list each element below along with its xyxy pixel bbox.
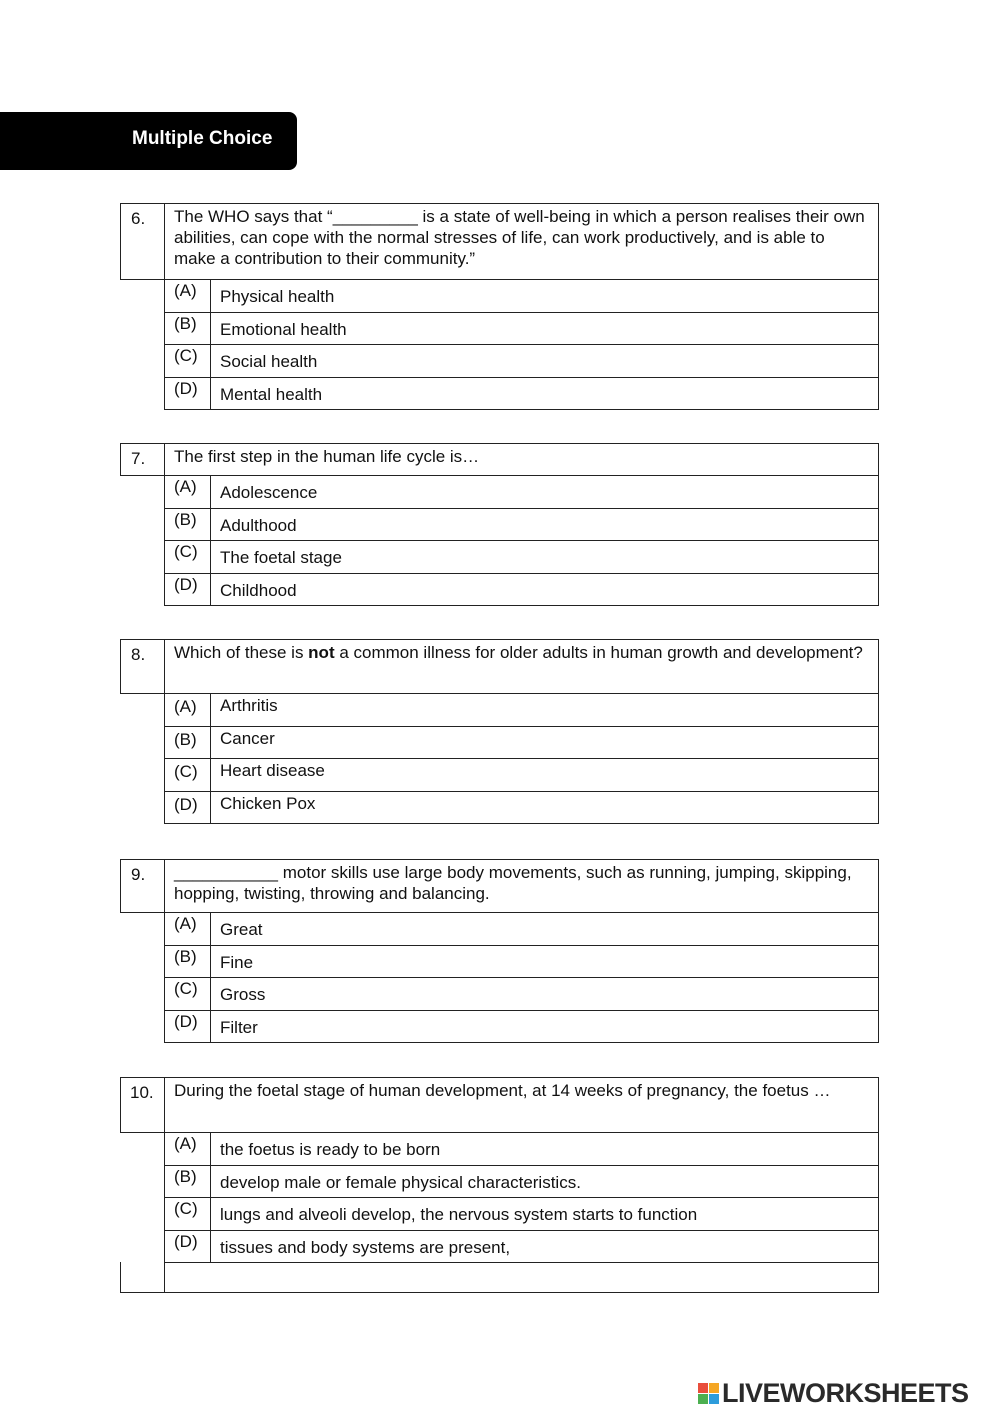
question-text: ___________ motor skills use large body movements, such as running, jumping, skipping, hopping, twisting, throwing and balancing. bbox=[164, 859, 879, 913]
option-b[interactable] bbox=[164, 727, 879, 760]
option-text: Adolescence bbox=[210, 476, 879, 509]
brand-name: LIVEWORKSHEETS bbox=[722, 1378, 969, 1408]
option-letter: (A) bbox=[164, 280, 210, 313]
option-letter: (B) bbox=[164, 509, 210, 542]
option-letter: (A) bbox=[164, 913, 210, 946]
question-6 bbox=[120, 203, 879, 410]
option-letter: (B) bbox=[164, 727, 210, 760]
logo-block bbox=[698, 1383, 708, 1393]
option-a[interactable] bbox=[164, 476, 879, 509]
option-d[interactable] bbox=[164, 574, 879, 607]
question-text-end: a common illness for older adults in human growth and development? bbox=[334, 643, 863, 662]
option-c[interactable] bbox=[164, 1198, 879, 1231]
option-text: tissues and body systems are present, bbox=[210, 1231, 879, 1264]
option-text: Gross bbox=[210, 978, 879, 1011]
option-text: Mental health bbox=[210, 378, 879, 411]
question-text: During the foetal stage of human development, at 14 weeks of pregnancy, the foetus … bbox=[164, 1077, 879, 1133]
question-8 bbox=[120, 639, 879, 824]
option-b[interactable] bbox=[164, 1166, 879, 1199]
option-c[interactable] bbox=[164, 759, 879, 792]
logo-blocks-icon bbox=[698, 1383, 720, 1405]
option-text: develop male or female physical characteristics. bbox=[210, 1166, 879, 1199]
option-a[interactable] bbox=[164, 1133, 879, 1166]
option-c[interactable] bbox=[164, 978, 879, 1011]
option-letter: (C) bbox=[164, 978, 210, 1011]
option-b[interactable] bbox=[164, 946, 879, 979]
option-text: Fine bbox=[210, 946, 879, 979]
option-letter: (A) bbox=[164, 1133, 210, 1166]
option-letter: (A) bbox=[164, 476, 210, 509]
option-a[interactable] bbox=[164, 280, 879, 313]
option-text: Physical health bbox=[210, 280, 879, 313]
question-number: 8. bbox=[120, 639, 164, 694]
liveworksheets-logo bbox=[698, 1378, 969, 1409]
option-d[interactable] bbox=[164, 1011, 879, 1044]
option-letter: (A) bbox=[164, 694, 210, 727]
option-text: Childhood bbox=[210, 574, 879, 607]
empty-table-row bbox=[120, 1262, 879, 1293]
question-number: 10. bbox=[120, 1077, 164, 1133]
option-text: lungs and alveoli develop, the nervous system starts to function bbox=[210, 1198, 879, 1231]
option-a[interactable] bbox=[164, 694, 879, 727]
question-10 bbox=[120, 1077, 879, 1263]
option-letter: (D) bbox=[164, 792, 210, 825]
option-text: Chicken Pox bbox=[210, 792, 879, 825]
option-letter: (C) bbox=[164, 541, 210, 574]
option-letter: (B) bbox=[164, 1166, 210, 1199]
option-text: Adulthood bbox=[210, 509, 879, 542]
question-text: The first step in the human life cycle is… bbox=[164, 443, 879, 476]
logo-block bbox=[709, 1394, 719, 1404]
question-emphasis: not bbox=[308, 643, 335, 662]
logo-block bbox=[698, 1394, 708, 1404]
section-title: Multiple Choice bbox=[132, 128, 273, 149]
empty-cell bbox=[120, 1262, 164, 1293]
option-c[interactable] bbox=[164, 345, 879, 378]
option-b[interactable] bbox=[164, 313, 879, 346]
option-b[interactable] bbox=[164, 509, 879, 542]
option-c[interactable] bbox=[164, 541, 879, 574]
option-text: Heart disease bbox=[210, 759, 879, 792]
option-letter: (B) bbox=[164, 946, 210, 979]
option-text: the foetus is ready to be born bbox=[210, 1133, 879, 1166]
option-text: The foetal stage bbox=[210, 541, 879, 574]
option-letter: (C) bbox=[164, 759, 210, 792]
option-text: Cancer bbox=[210, 727, 879, 760]
option-letter: (B) bbox=[164, 313, 210, 346]
option-letter: (D) bbox=[164, 574, 210, 607]
question-number: 9. bbox=[120, 859, 164, 913]
option-text: Emotional health bbox=[210, 313, 879, 346]
option-d[interactable] bbox=[164, 378, 879, 411]
question-text-start: Which of these is bbox=[174, 643, 309, 662]
option-letter: (C) bbox=[164, 345, 210, 378]
option-a[interactable] bbox=[164, 913, 879, 946]
question-number: 7. bbox=[120, 443, 164, 476]
question-7 bbox=[120, 443, 879, 606]
option-letter: (D) bbox=[164, 1011, 210, 1044]
question-9 bbox=[120, 859, 879, 1043]
option-d[interactable] bbox=[164, 792, 879, 825]
option-text: Social health bbox=[210, 345, 879, 378]
empty-cell bbox=[164, 1262, 879, 1293]
option-text: Filter bbox=[210, 1011, 879, 1044]
question-text: The WHO says that “_________ is a state of well-being in which a person realises their own abilities, can cope with the normal stresses of life, can work productively, and is able to make a contribution to their community.” bbox=[164, 203, 879, 280]
option-d[interactable] bbox=[164, 1231, 879, 1264]
question-number: 6. bbox=[120, 203, 164, 280]
logo-block bbox=[709, 1383, 719, 1393]
question-text bbox=[164, 639, 879, 694]
option-letter: (C) bbox=[164, 1198, 210, 1231]
option-letter: (D) bbox=[164, 1231, 210, 1264]
option-text: Arthritis bbox=[210, 694, 879, 727]
option-letter: (D) bbox=[164, 378, 210, 411]
option-text: Great bbox=[210, 913, 879, 946]
